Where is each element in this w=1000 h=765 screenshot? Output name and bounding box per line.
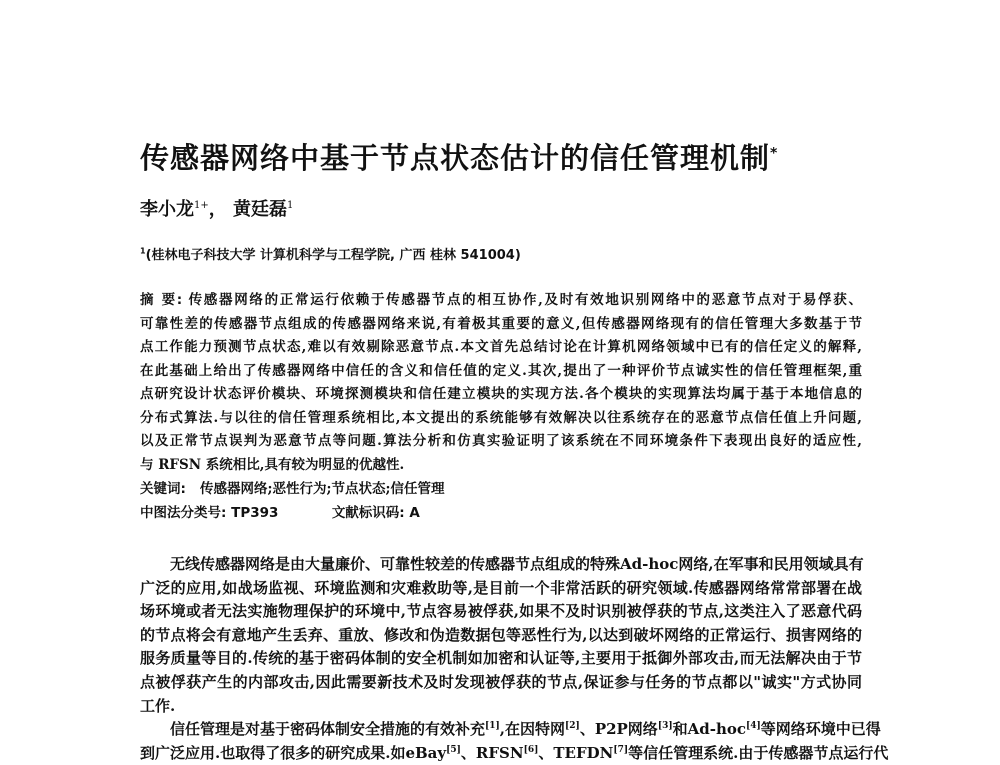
body-line <box>140 742 889 765</box>
abstract-line <box>140 289 862 311</box>
abstract-line <box>140 407 862 429</box>
abstract-line <box>140 454 862 476</box>
body-text-run: 场环境或者无法实施物理保护的环境中,节点容易被俘获,如果不及时识别被俘获的节点,这类注入了恶意代码 <box>140 602 862 621</box>
body-line <box>140 647 862 670</box>
abstract-text: 点研究设计状态评价模块、环境探测模块和信任建立模块的实现方法.各个模块的实现算法均属于基于本地信息的 <box>140 386 862 402</box>
body-line <box>140 718 881 741</box>
keywords-value: 传感器网络;恶性行为;节点状态;信任管理 <box>200 481 445 497</box>
author-affil-mark: 1+ <box>194 200 209 211</box>
affiliation-mark: 1 <box>140 246 146 256</box>
body-line <box>140 553 862 576</box>
citation-ref: [6] <box>523 744 539 755</box>
author-affil-mark: 1 <box>287 200 294 211</box>
doc-code-value: A <box>409 505 420 521</box>
keywords <box>140 478 444 500</box>
body-line <box>140 671 862 694</box>
body-text-run: 服务质量等目的.传统的基于密码体制的安全机制如加密和认证等,主要用于抵御外部攻击,而无法解决由于节 <box>140 649 862 668</box>
citation-ref: [2] <box>565 721 580 732</box>
abstract-text: 可靠性差的传感器节点组成的传感器网络来说,有着极其重要的意义,但传感器网络现有的信任管理大多数基于节 <box>140 315 862 332</box>
abstract-line <box>140 360 862 382</box>
body-text-run: 信任管理是对基于密码体制安全措施的有效补充 <box>140 720 486 739</box>
abstract-label: 摘 要: <box>140 292 183 308</box>
abstract-text: 传感器网络的正常运行依赖于传感器节点的相互协作,及时有效地识别网络中的恶意节点对于易俘获、 <box>188 292 863 308</box>
keywords-label: 关键词: <box>140 481 186 497</box>
body-text-run: 等网络环境中已得 <box>760 720 881 739</box>
doc-code-label: 文献标识码: <box>331 505 405 521</box>
body-line <box>140 624 862 647</box>
body-text-run: 等信任管理系统.由于传感器节点运行代 <box>628 743 889 762</box>
title-text: 传感器网络中基于节点状态估计的信任管理机制 <box>140 141 771 175</box>
abstract-text: 点工作能力预测节点状态,难以有效剔除恶意节点.本文首先总结讨论在计算机网络领域中已有的信任定义的解释, <box>140 339 862 355</box>
body-line <box>140 600 862 623</box>
abstract-text: 分布式算法.与以往的信任管理系统相比,本文提出的系统能够有效解决以往系统存在的恶意节点信任值上升问题, <box>140 409 862 426</box>
author-separator: ， <box>208 199 227 220</box>
affiliation-text: (桂林电子科技大学 计算机科学与工程学院, 广西 桂林 541004) <box>145 248 521 263</box>
abstract-text: 在此基础上给出了传感器网络中信任的含义和信任值的定义.其次,提出了一种评价节点诚实性的信任管理框架,重 <box>140 362 862 379</box>
body-text-run: 点被俘获产生的内部攻击,因此需要新技术及时发现被俘获的节点,保证参与任务的节点都以"诚实"方式协同 <box>140 673 862 691</box>
body-text-run: 工作. <box>140 696 176 715</box>
body-text-run: ,在因特网 <box>499 720 566 739</box>
abstract-line <box>140 336 862 358</box>
body-text-run: 的节点将会有意地产生丢弃、重放、修改和伪造数据包等恶性行为,以达到破坏网络的正常运行、损害网络的 <box>140 625 862 644</box>
citation-ref: [1] <box>485 721 500 732</box>
body-text-run: 、P2P网络 <box>579 720 658 739</box>
body-text-run: 到广泛应用.也取得了很多的研究成果.如eBay <box>140 743 447 762</box>
title-footnote-mark: * <box>770 145 779 162</box>
body-text-run: 、RFSN <box>460 743 524 762</box>
citation-ref: [4] <box>746 721 761 732</box>
author-list <box>140 195 293 221</box>
body-line <box>140 695 862 718</box>
body-text-run: 无线传感器网络是由大量廉价、可靠性较差的传感器节点组成的特殊Ad-hoc网络,在军事和民用领域具有 <box>140 555 864 573</box>
citation-ref: [7] <box>613 744 629 755</box>
abstract-text: 以及正常节点误判为恶意节点等问题.算法分析和仿真实验证明了该系统在不同环境条件下表现出良好的适应性, <box>140 433 862 449</box>
body-text-run: 和Ad-hoc <box>672 720 746 739</box>
body-text-run: 、TEFDN <box>538 743 614 762</box>
abstract-line <box>140 383 862 405</box>
author-name: 黄廷磊 <box>233 199 288 220</box>
clc-value: TP393 <box>231 505 279 521</box>
citation-ref: [3] <box>657 721 673 732</box>
body-text-run: 广泛的应用,如战场监视、环境监测和灾难救助等,是目前一个非常活跃的研究领域.传感器网络常常部署在战 <box>140 578 862 597</box>
author-name: 李小龙 <box>140 199 194 220</box>
abstract-line <box>140 313 862 335</box>
classification <box>140 502 420 524</box>
abstract-line <box>140 430 862 452</box>
abstract-text: 与 RFSN 系统相比,具有较为明显的优越性. <box>140 456 405 473</box>
paper-title <box>140 136 778 177</box>
body-line <box>140 577 862 600</box>
citation-ref: [5] <box>446 744 461 755</box>
clc-label: 中图法分类号: <box>140 505 227 521</box>
affiliation <box>140 244 521 263</box>
